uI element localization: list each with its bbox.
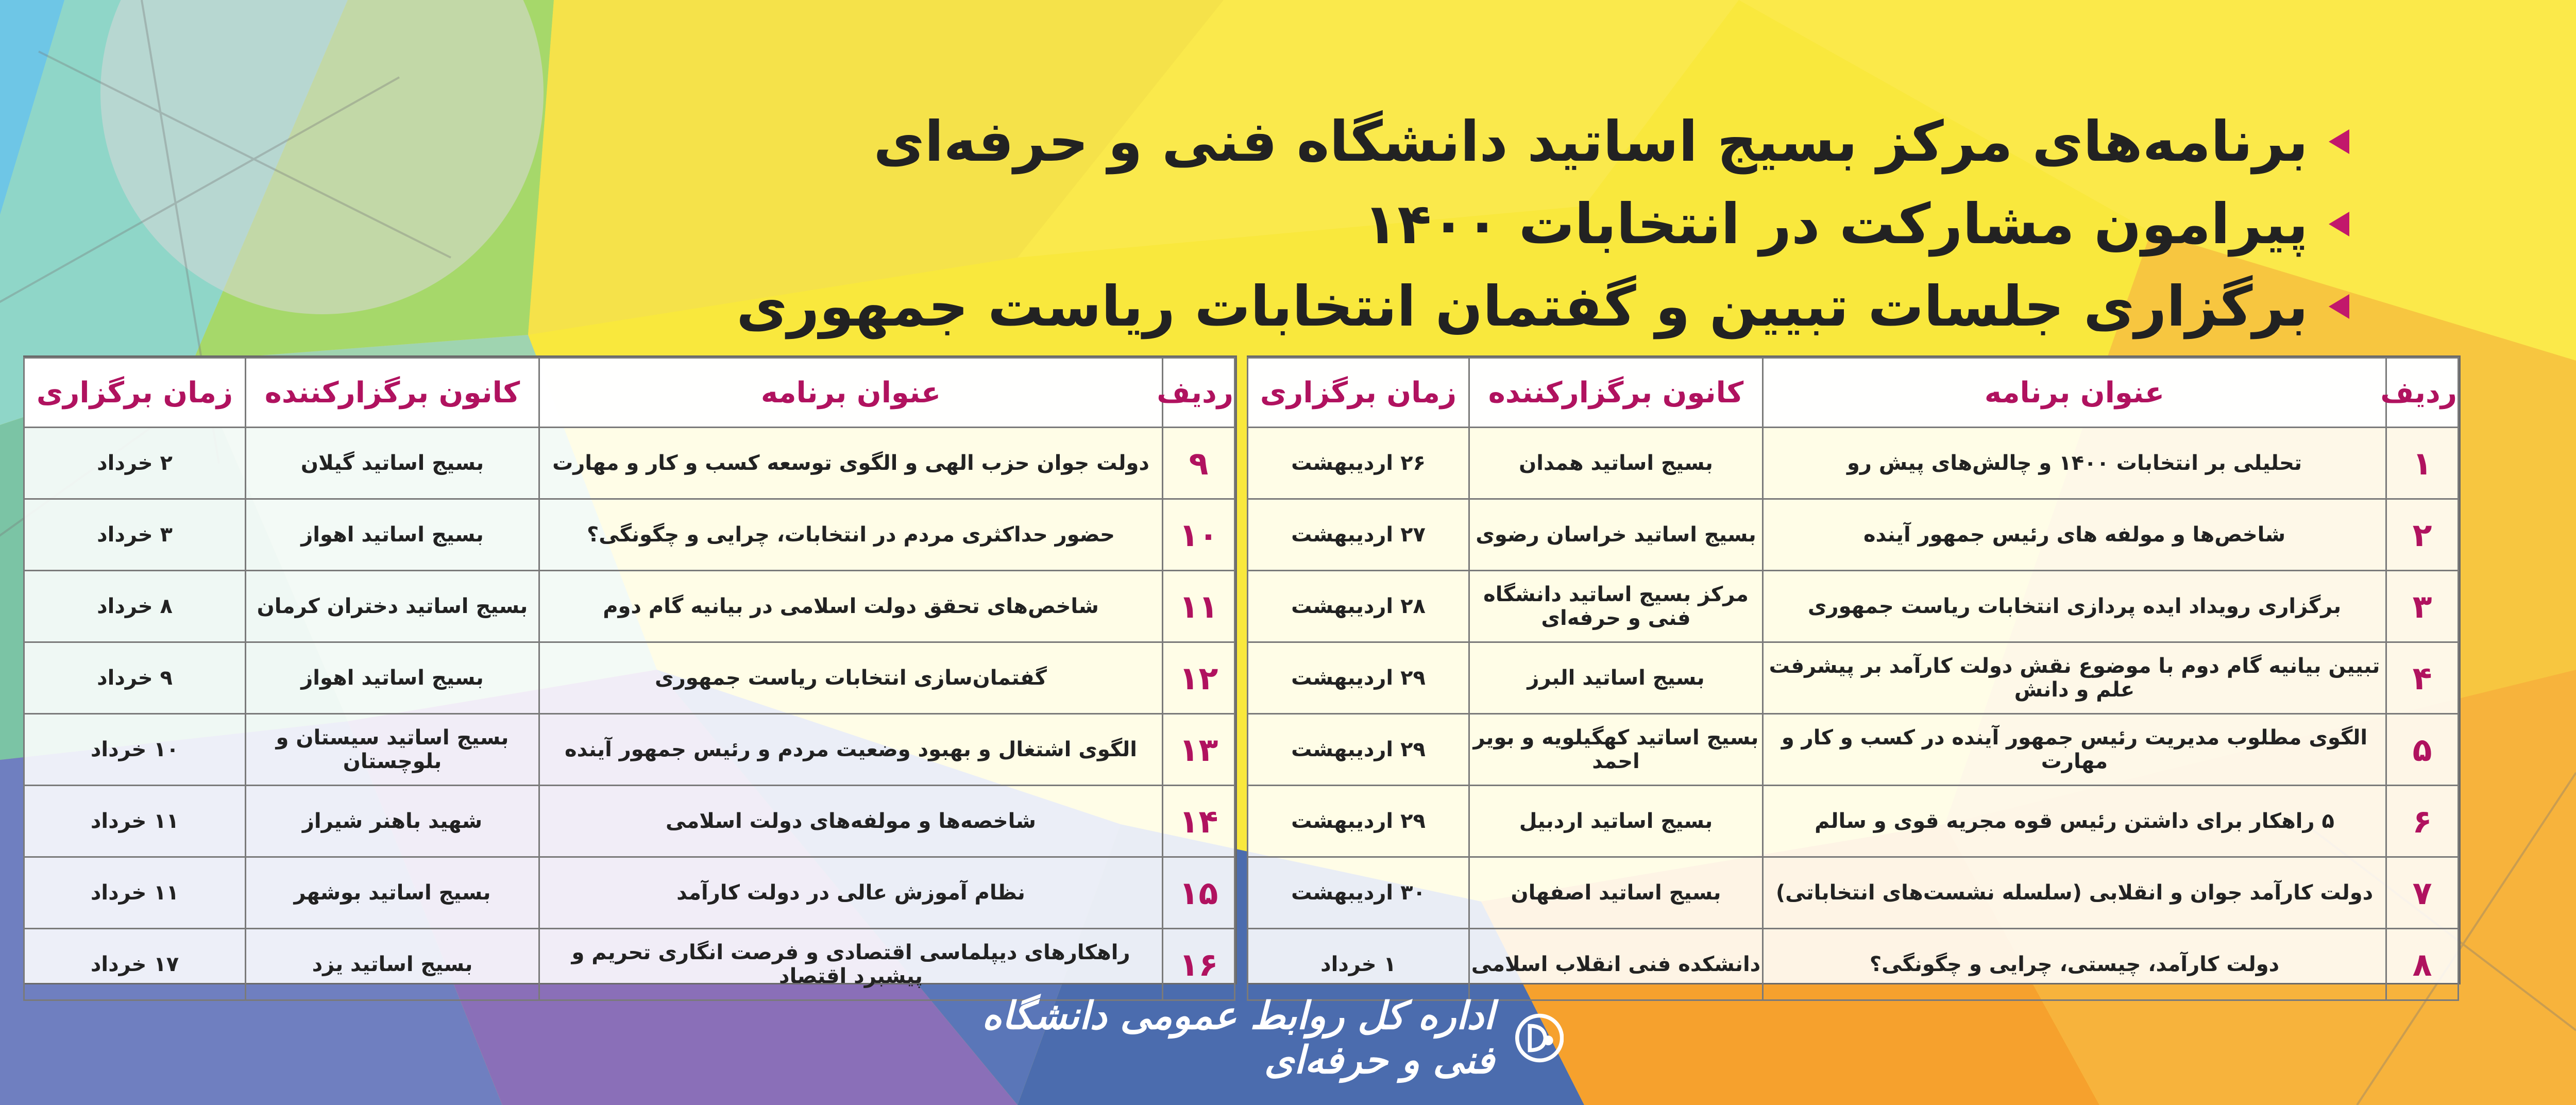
event-date: ۲۹ اردیبهشت xyxy=(1248,642,1469,714)
event-date: ۲ خرداد xyxy=(24,428,246,499)
organizer-name: بسیج اساتید اصفهان xyxy=(1469,857,1763,929)
organizer-name: بسیج اساتید خراسان رضوی xyxy=(1469,499,1763,571)
header-block xyxy=(598,100,2349,348)
event-date: ۱ خرداد xyxy=(1248,929,1469,1000)
header-title: عنوان برنامه xyxy=(1763,358,2386,428)
table-header-row xyxy=(24,358,1235,428)
organizer-name: بسیج اساتید اردبیل xyxy=(1469,786,1763,857)
event-date: ۲۹ اردیبهشت xyxy=(1248,714,1469,786)
event-date: ۱۱ خرداد xyxy=(24,857,246,929)
program-title: ۵ راهکار برای داشتن رئیس قوه مجریه قوی و سالم xyxy=(1763,786,2386,857)
event-date: ۲۶ اردیبهشت xyxy=(1248,428,1469,499)
header-num: ردیف xyxy=(1163,358,1235,428)
heading-line-3 xyxy=(598,265,2349,348)
organizer-name: بسیج اساتید البرز xyxy=(1469,642,1763,714)
program-title: تحلیلی بر انتخابات ۱۴۰۰ و چالش‌های پیش رو xyxy=(1763,428,2386,499)
event-date: ۲۹ اردیبهشت xyxy=(1248,786,1469,857)
organizer-name: مرکز بسیج اساتید دانشگاه فنی و حرفه‌ای xyxy=(1469,571,1763,642)
row-number: ۱ xyxy=(2386,428,2459,499)
table-row xyxy=(24,499,1235,571)
table-row xyxy=(1248,571,2459,642)
event-date: ۱۰ خرداد xyxy=(24,714,246,786)
organizer-name: بسیج اساتید بوشهر xyxy=(246,857,539,929)
row-number: ۱۳ xyxy=(1163,714,1235,786)
table-row xyxy=(24,571,1235,642)
heading-text: پیرامون مشارکت در انتخابات ۱۴۰۰ xyxy=(1363,192,2308,257)
row-number: ۱۱ xyxy=(1163,571,1235,642)
program-title: دولت کارآمد جوان و انقلابی (سلسله نشست‌های انتخاباتی) xyxy=(1763,857,2386,929)
event-date: ۳ خرداد xyxy=(24,499,246,571)
program-title: گفتمان‌سازی انتخابات ریاست جمهوری xyxy=(539,642,1163,714)
header-date: زمان برگزاری xyxy=(1248,358,1469,428)
header-organizer: کانون برگزارکننده xyxy=(246,358,539,428)
row-number: ۱۴ xyxy=(1163,786,1235,857)
program-title: برگزاری رویداد ایده پردازی انتخابات ریاست جمهوری xyxy=(1763,571,2386,642)
university-logo-icon xyxy=(1515,1005,1564,1072)
row-number: ۱۶ xyxy=(1163,929,1235,1000)
row-number: ۵ xyxy=(2386,714,2459,786)
header-organizer: کانون برگزارکننده xyxy=(1469,358,1763,428)
row-number: ۲ xyxy=(2386,499,2459,571)
table-row xyxy=(1248,428,2459,499)
heading-line-2 xyxy=(598,183,2349,265)
table-row xyxy=(24,786,1235,857)
organizer-name: بسیج اساتید سیستان و بلوچستان xyxy=(246,714,539,786)
program-title: شاخص‌های تحقق دولت اسلامی در بیانیه گام دوم xyxy=(539,571,1163,642)
event-date: ۲۸ اردیبهشت xyxy=(1248,571,1469,642)
table-row xyxy=(1248,714,2459,786)
header-date: زمان برگزاری xyxy=(24,358,246,428)
organizer-name: شهید باهنر شیراز xyxy=(246,786,539,857)
row-number: ۷ xyxy=(2386,857,2459,929)
row-number: ۶ xyxy=(2386,786,2459,857)
table-row xyxy=(1248,786,2459,857)
organizer-name: بسیج اساتید دختران کرمان xyxy=(246,571,539,642)
triangle-bullet-icon xyxy=(2329,294,2349,319)
footer-text: اداره کل روابط عمومی دانشگاه فنی و حرفه‌ای xyxy=(982,994,1495,1082)
organizer-name: بسیج اساتید همدان xyxy=(1469,428,1763,499)
program-title: دولت کارآمد، چیستی، چرایی و چگونگی؟ xyxy=(1763,929,2386,1000)
organizer-name: دانشکده فنی انقلاب اسلامی xyxy=(1469,929,1763,1000)
program-title: شاخصه‌ها و مولفه‌های دولت اسلامی xyxy=(539,786,1163,857)
event-date: ۱۷ خرداد xyxy=(24,929,246,1000)
table-row xyxy=(1248,642,2459,714)
heading-line-1 xyxy=(598,100,2349,183)
table-row xyxy=(24,642,1235,714)
organizer-name: بسیج اساتید گیلان xyxy=(246,428,539,499)
heading-text: برگزاری جلسات تبیین و گفتمان انتخابات ریاست جمهوری xyxy=(736,274,2308,339)
footer xyxy=(945,994,1564,1082)
row-number: ۹ xyxy=(1163,428,1235,499)
organizer-name: بسیج اساتید اهواز xyxy=(246,642,539,714)
program-title: دولت جوان حزب الهی و الگوی توسعه کسب و کار و مهارت xyxy=(539,428,1163,499)
table-row xyxy=(24,857,1235,929)
header-title: عنوان برنامه xyxy=(539,358,1163,428)
row-number: ۴ xyxy=(2386,642,2459,714)
heading-text: برنامه‌های مرکز بسیج اساتید دانشگاه فنی و حرفه‌ای xyxy=(873,109,2308,174)
row-number: ۱۲ xyxy=(1163,642,1235,714)
program-title: شاخص‌ها و مولفه های رئیس جمهور آینده xyxy=(1763,499,2386,571)
program-title: تبیین بیانیه گام دوم با موضوع نقش دولت کارآمد بر پیشرفت علم و دانش xyxy=(1763,642,2386,714)
event-date: ۲۷ اردیبهشت xyxy=(1248,499,1469,571)
table-row xyxy=(1248,499,2459,571)
row-number: ۳ xyxy=(2386,571,2459,642)
table-row xyxy=(24,428,1235,499)
event-date: ۸ خرداد xyxy=(24,571,246,642)
table-row xyxy=(1248,857,2459,929)
table-row xyxy=(1248,929,2459,1000)
event-date: ۱۱ خرداد xyxy=(24,786,246,857)
program-title: الگوی اشتغال و بهبود وضعیت مردم و رئیس جمهور آینده xyxy=(539,714,1163,786)
table-row xyxy=(24,714,1235,786)
header-num: ردیف xyxy=(2386,358,2459,428)
organizer-name: بسیج اساتید اهواز xyxy=(246,499,539,571)
organizer-name: بسیج اساتید یزد xyxy=(246,929,539,1000)
triangle-bullet-icon xyxy=(2329,212,2349,236)
program-table-left xyxy=(23,355,1237,988)
program-title: حضور حداکثری مردم در انتخابات، چرایی و چگونگی؟ xyxy=(539,499,1163,571)
row-number: ۱۵ xyxy=(1163,857,1235,929)
program-title: الگوی مطلوب مدیریت رئیس جمهور آینده در کسب و کار و مهارت xyxy=(1763,714,2386,786)
event-date: ۹ خرداد xyxy=(24,642,246,714)
row-number: ۸ xyxy=(2386,929,2459,1000)
event-date: ۳۰ اردیبهشت xyxy=(1248,857,1469,929)
program-table-right xyxy=(1247,355,2461,984)
row-number: ۱۰ xyxy=(1163,499,1235,571)
table-header-row xyxy=(1248,358,2459,428)
program-title: نظام آموزش عالی در دولت کارآمد xyxy=(539,857,1163,929)
program-title: راهکارهای دیپلماسی اقتصادی و فرصت انگاری تحریم و پیشبرد اقتصاد xyxy=(539,929,1163,1000)
organizer-name: بسیج اساتید کهگیلویه و بویر احمد xyxy=(1469,714,1763,786)
table-row xyxy=(24,929,1235,1000)
triangle-bullet-icon xyxy=(2329,129,2349,154)
